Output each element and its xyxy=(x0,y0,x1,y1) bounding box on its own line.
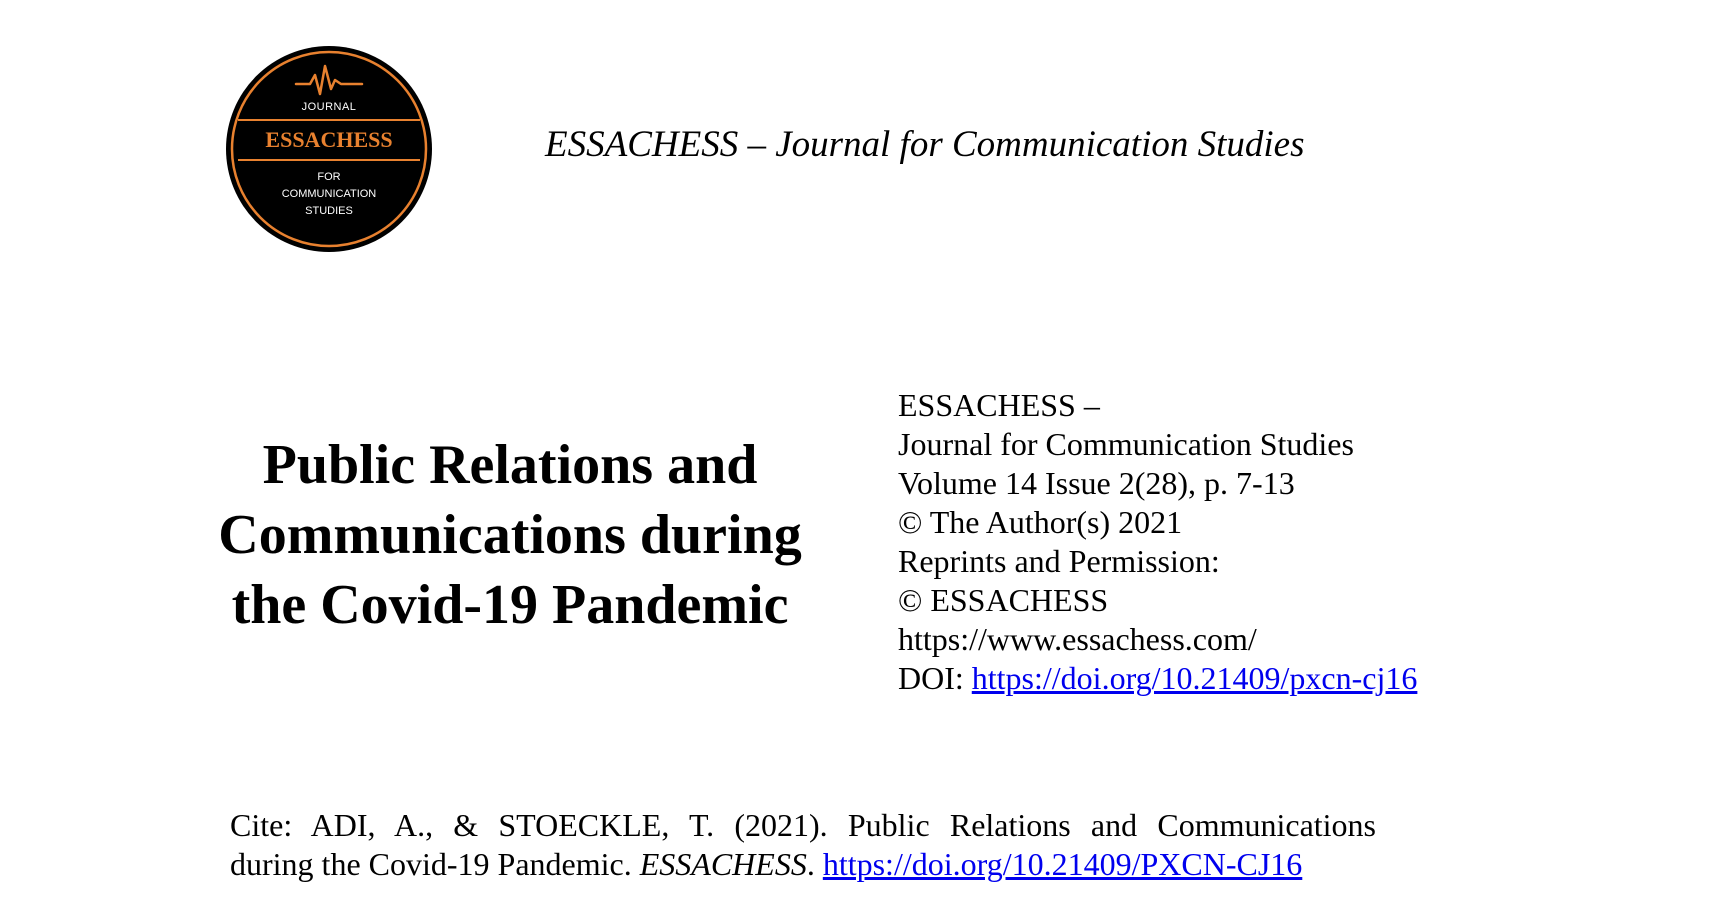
article-title-line-1: Public Relations and xyxy=(262,434,758,496)
citation-text: during the Covid-19 Pandemic. xyxy=(230,846,632,882)
meta-doi-row xyxy=(898,659,1417,698)
article-title-line-3: the Covid-19 Pandemic xyxy=(231,574,789,636)
citation-period: . xyxy=(806,846,815,882)
citation-journal: ESSACHESS xyxy=(639,846,807,882)
meta-website: https://www.essachess.com/ xyxy=(898,621,1257,657)
meta-journal-line-2: Journal for Communication Studies xyxy=(898,426,1354,462)
citation-line-2 xyxy=(230,845,1376,884)
journal-header-title: ESSACHESS – Journal for Communication Studies xyxy=(545,124,1305,165)
citation xyxy=(230,806,1376,884)
publication-metadata xyxy=(898,386,1417,698)
logo-main-text: ESSACHESS xyxy=(265,127,393,152)
meta-reprints: Reprints and Permission: xyxy=(898,543,1220,579)
article-title-line-2: Communications during xyxy=(218,504,802,566)
meta-doi-label: DOI: xyxy=(898,660,964,696)
journal-seal-icon xyxy=(224,44,434,254)
article-title xyxy=(150,430,870,640)
citation-line-1: Cite: ADI, A., & STOECKLE, T. (2021). Public Relations and Communications xyxy=(230,807,1376,843)
journal-logo xyxy=(224,44,434,254)
logo-top-text: JOURNAL xyxy=(301,101,357,113)
logo-bottom-line-2: COMMUNICATION xyxy=(281,188,377,200)
citation-doi-link[interactable]: https://doi.org/10.21409/PXCN-CJ16 xyxy=(822,846,1303,882)
meta-volume: Volume 14 Issue 2(28), p. 7-13 xyxy=(898,465,1295,501)
meta-publisher: © ESSACHESS xyxy=(898,582,1109,618)
meta-doi-link[interactable]: https://doi.org/10.21409/pxcn-cj16 xyxy=(971,660,1418,696)
logo-bottom-line-1: FOR xyxy=(317,171,341,183)
logo-bottom-line-3: STUDIES xyxy=(305,205,353,217)
meta-journal-line-1: ESSACHESS – xyxy=(898,387,1100,423)
meta-copyright: © The Author(s) 2021 xyxy=(898,504,1183,540)
